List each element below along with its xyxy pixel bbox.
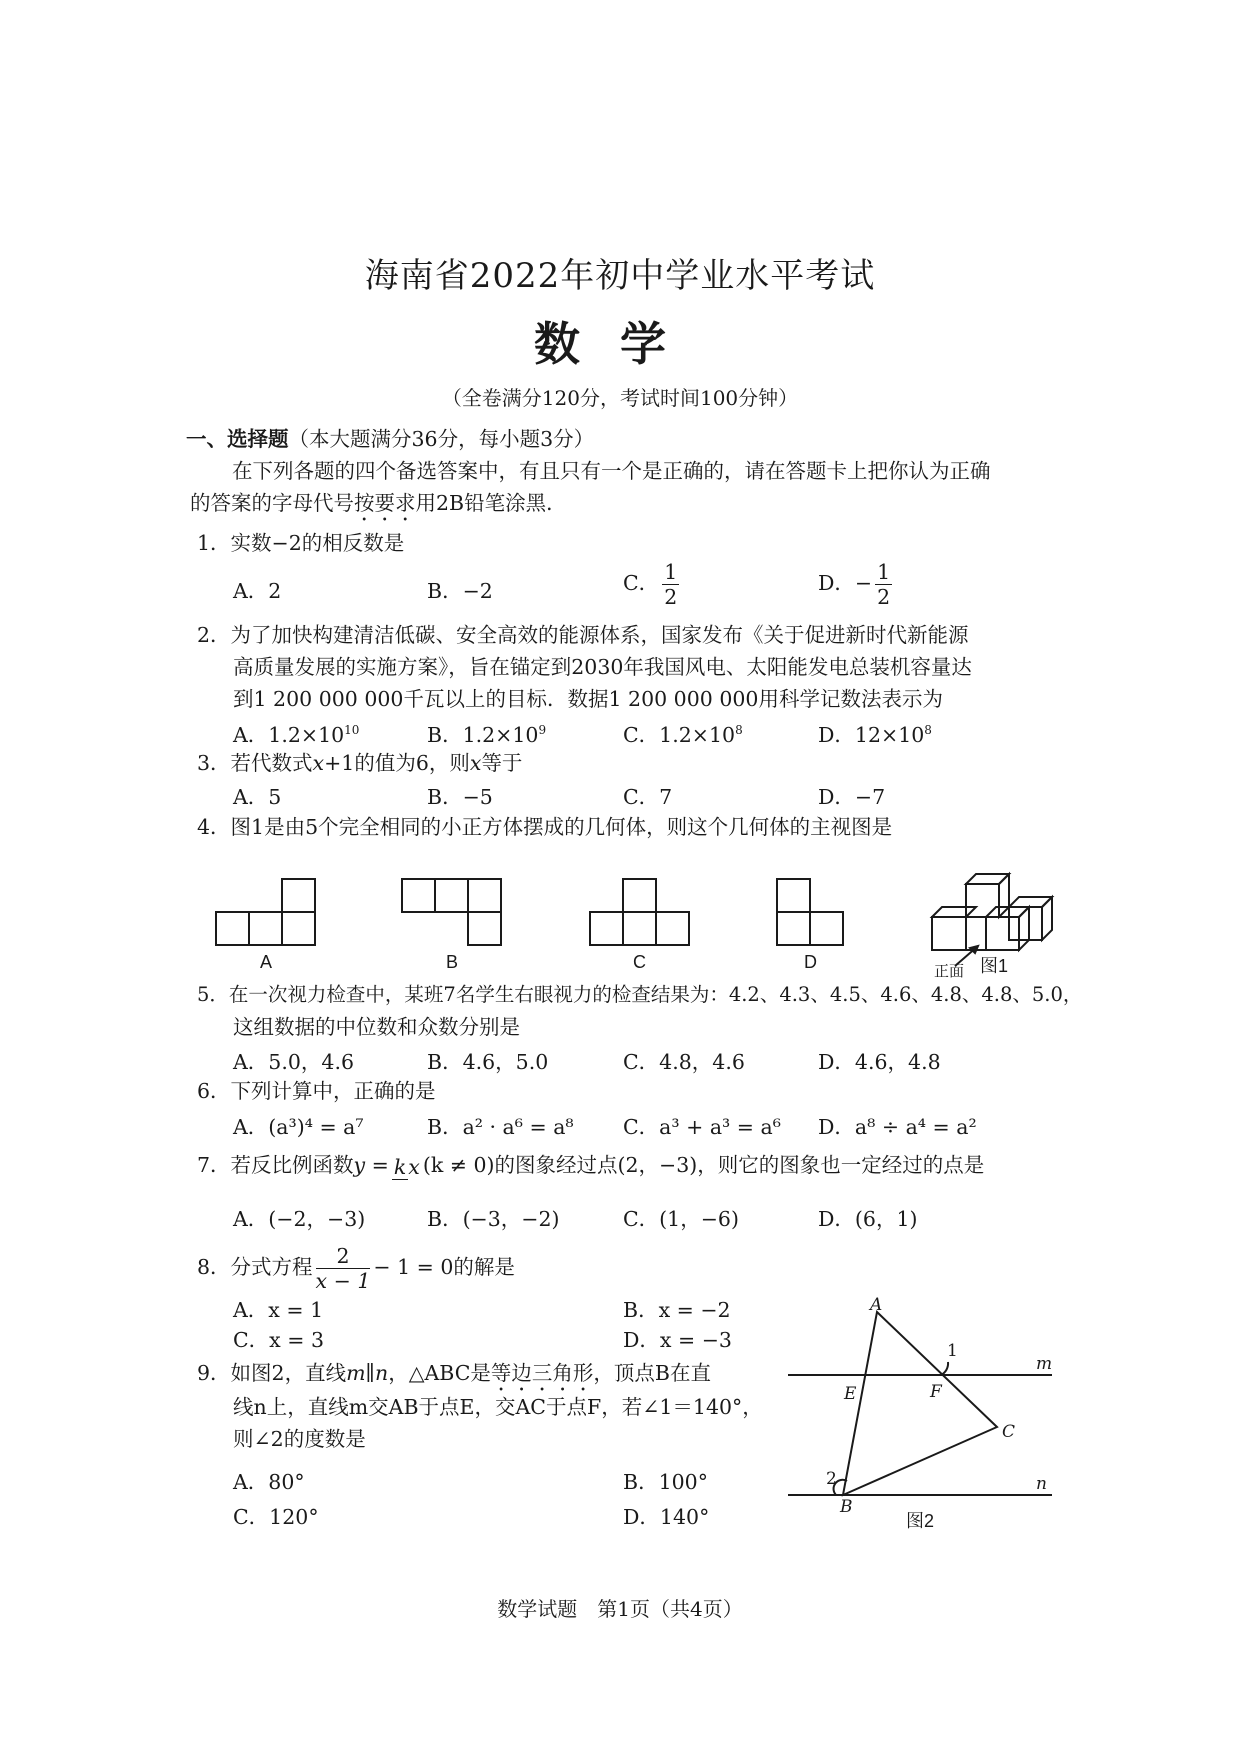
q3-stem-c: 等于 bbox=[481, 751, 523, 775]
q1-d-den: 2 bbox=[877, 585, 891, 609]
q3-option-c: C．7 bbox=[623, 785, 673, 809]
q5-option-b: B．4.6，5.0 bbox=[427, 1050, 549, 1074]
q7-y-eq: y = bbox=[353, 1153, 389, 1177]
exam-title: 海南省2022年初中学业水平考试 bbox=[364, 256, 876, 296]
q4d-cube-2 bbox=[777, 912, 810, 945]
q1-option-c bbox=[623, 560, 682, 609]
subject-title: 数学 bbox=[534, 317, 706, 371]
q1-d-num: 1 bbox=[877, 560, 891, 584]
q9-text-a: 9．如图2，直线 bbox=[197, 1361, 347, 1385]
q1-c-den: 2 bbox=[664, 585, 678, 609]
q1-d-fraction bbox=[875, 560, 892, 609]
q8-den: x − 1 bbox=[315, 1269, 371, 1293]
q2-line-1: 2．为了加快构建清洁低碳、安全高效的能源体系，国家发布《关于促进新时代新能源 bbox=[197, 623, 969, 647]
q7-fraction bbox=[392, 1155, 420, 1179]
q8-option-a: A．x = 1 bbox=[233, 1298, 324, 1322]
q4-stem: 4．图1是由5个完全相同的小正方体摆成的几何体，则这个几何体的主视图是 bbox=[197, 815, 893, 839]
q7-option-a: A．(−2，−3) bbox=[233, 1207, 366, 1231]
q3-option-b: B．−5 bbox=[427, 785, 493, 809]
q1-option-c-prefix: C． bbox=[623, 571, 660, 595]
q7-stem-a: 7．若反比例函数 bbox=[197, 1153, 354, 1177]
q9-line-2: 线n上，直线m交AB于点E，交AC于点F，若∠1＝140°， bbox=[233, 1395, 763, 1419]
q8-stem-a: 8．分式方程 bbox=[197, 1255, 313, 1279]
q4a-cube-2 bbox=[249, 912, 282, 945]
q2-d-exp: 8 bbox=[924, 723, 932, 738]
q2-option-d bbox=[818, 718, 932, 748]
q4a-cube-3 bbox=[282, 912, 315, 945]
q8-option-c: C．x = 3 bbox=[233, 1328, 324, 1352]
q4-label-c: C bbox=[633, 952, 646, 972]
figure-2 bbox=[780, 1296, 1080, 1536]
q6-option-a: A．(a³)⁴ = a⁷ bbox=[233, 1115, 364, 1139]
q4-front-views bbox=[0, 870, 1240, 990]
q1-option-d-prefix: D．− bbox=[818, 571, 873, 595]
triangle-abc bbox=[843, 1312, 997, 1495]
q4-label-a: A bbox=[260, 952, 273, 972]
q4c-cube-1 bbox=[590, 912, 623, 945]
q1-c-fraction bbox=[662, 560, 679, 609]
q7-stem-b: 的图象经过点(2，−3)，则它的图象也一定经过的点是 bbox=[494, 1153, 985, 1177]
q5-option-a: A．5.0，4.6 bbox=[233, 1050, 355, 1074]
q2-option-a bbox=[233, 718, 359, 748]
instruction-text-a: 的答案的字母代号 bbox=[190, 491, 354, 515]
q4c-cube-4 bbox=[623, 879, 656, 912]
angle-2-label: 2 bbox=[826, 1469, 837, 1489]
instruction-text-c: 用2B铅笔涂黑． bbox=[415, 491, 567, 515]
q5-line-1: 5．在一次视力检查中，某班7名学生右眼视力的检查结果为：4.2、4.3、4.5、4.6、4.8、4.8、5.0， bbox=[197, 983, 1083, 1006]
q6-stem: 6．下列计算中，正确的是 bbox=[197, 1079, 436, 1103]
q9-parallel: m∥n bbox=[346, 1361, 389, 1385]
instruction-emphasis: 按要求 bbox=[354, 491, 416, 515]
q2-line-2: 高质量发展的实施方案》，旨在锚定到2030年我国风电、太阳能发电总装机容量达 bbox=[233, 655, 972, 679]
q7-option-d: D．(6，1) bbox=[818, 1207, 918, 1231]
q2-c-exp: 8 bbox=[735, 723, 743, 738]
q1-option-a: A．2 bbox=[233, 579, 282, 603]
q9-option-a: A．80° bbox=[233, 1470, 305, 1494]
q9-text-e: ，顶点B在直 bbox=[593, 1361, 711, 1385]
q2-b-base: B．1.2×10 bbox=[427, 723, 539, 747]
instruction-line-1: 在下列各题的四个备选答案中，有且只有一个是正确的，请在答题卡上把你认为正确 bbox=[232, 459, 991, 483]
q1-c-num: 1 bbox=[664, 560, 678, 584]
q4b-cube-4 bbox=[468, 912, 501, 945]
q1-option-d bbox=[818, 560, 895, 609]
q9-text-c: ，△ABC是 bbox=[388, 1361, 491, 1385]
q2-option-b bbox=[427, 718, 546, 748]
q8-stem bbox=[197, 1244, 515, 1293]
q3-stem-b: +1的值为6，则 bbox=[324, 751, 470, 775]
q7-cond: (k ≠ 0) bbox=[422, 1153, 495, 1177]
q4b-cube-2 bbox=[435, 879, 468, 912]
point-f-label: F bbox=[930, 1382, 942, 1402]
q2-c-base: C．1.2×10 bbox=[623, 723, 736, 747]
q4b-cube-3 bbox=[468, 879, 501, 912]
q8-num: 2 bbox=[316, 1244, 371, 1269]
q8-option-b: B．x = −2 bbox=[623, 1298, 731, 1322]
q2-d-base: D．12×10 bbox=[818, 723, 925, 747]
section-heading bbox=[186, 424, 594, 454]
q2-option-c bbox=[623, 718, 743, 748]
q6-option-d: D．a⁸ ÷ a⁴ = a² bbox=[818, 1115, 977, 1139]
q2-a-exp: 10 bbox=[344, 723, 360, 738]
q9-option-d: D．140° bbox=[623, 1505, 710, 1529]
line-n-label: n bbox=[1036, 1474, 1047, 1494]
vertex-b-label: B bbox=[840, 1497, 853, 1517]
q7-option-c: C．(1，−6) bbox=[623, 1207, 739, 1231]
q3-option-a: A．5 bbox=[233, 785, 282, 809]
q6-option-c: C．a³ + a³ = a⁶ bbox=[623, 1115, 781, 1139]
q8-option-d: D．x = −3 bbox=[623, 1328, 732, 1352]
figure-1-label: 图1 bbox=[980, 956, 1009, 976]
q7-den: x bbox=[408, 1154, 420, 1179]
q4-label-b: B bbox=[446, 952, 459, 972]
q9-emphasis: 等边三角形 bbox=[490, 1361, 594, 1385]
q5-line-2: 这组数据的中位数和众数分别是 bbox=[233, 1015, 520, 1039]
q5-option-d: D．4.6，4.8 bbox=[818, 1050, 941, 1074]
q4c-cube-2 bbox=[623, 912, 656, 945]
angle-1-label: 1 bbox=[947, 1341, 958, 1361]
q2-line-3: 到1 200 000 000千瓦以上的目标．数据1 200 000 000用科学记数法表示为 bbox=[233, 687, 943, 711]
q3-stem bbox=[197, 748, 522, 778]
section-heading-note: （本大题满分36分，每小题3分） bbox=[288, 427, 595, 451]
q4d-cube-1 bbox=[777, 879, 810, 912]
q4-label-d: D bbox=[804, 952, 817, 972]
vertex-a-label: A bbox=[870, 1296, 883, 1315]
q4a-cube-4 bbox=[282, 879, 315, 912]
figure-2-label: 图2 bbox=[906, 1511, 935, 1531]
q3-option-d: D．−7 bbox=[818, 785, 886, 809]
q8-stem-b: − 1 = 0的解是 bbox=[373, 1255, 515, 1279]
figure-1-solid bbox=[932, 874, 1052, 950]
q7-num: k bbox=[393, 1154, 407, 1179]
exam-note: （全卷满分120分，考试时间100分钟） bbox=[441, 386, 799, 410]
q1-stem: 1．实数−2的相反数是 bbox=[197, 531, 405, 555]
q2-b-exp: 9 bbox=[538, 723, 547, 738]
q9-line-1 bbox=[197, 1358, 711, 1396]
instruction-line-2 bbox=[190, 488, 567, 526]
q3-var-x: x bbox=[312, 751, 325, 775]
q9-line-3: 则∠2的度数是 bbox=[233, 1427, 366, 1451]
q4c-cube-3 bbox=[656, 912, 689, 945]
q7-option-b: B．(−3，−2) bbox=[427, 1207, 560, 1231]
q2-a-base: A．1.2×10 bbox=[233, 723, 345, 747]
section-heading-title: 一、选择题 bbox=[186, 427, 289, 451]
q3-stem-a: 3．若代数式 bbox=[197, 751, 313, 775]
q4a-cube-1 bbox=[216, 912, 249, 945]
front-label: 正面 bbox=[934, 962, 965, 980]
page-footer: 数学试题 第1页（共4页） bbox=[497, 1597, 743, 1621]
q8-fraction bbox=[316, 1244, 371, 1293]
q9-option-b: B．100° bbox=[623, 1470, 708, 1494]
q6-option-b: B．a² · a⁶ = a⁸ bbox=[427, 1115, 574, 1139]
q3-var-x2: x bbox=[469, 751, 482, 775]
vertex-c-label: C bbox=[1002, 1422, 1016, 1442]
q4b-cube-1 bbox=[402, 879, 435, 912]
q4d-cube-3 bbox=[810, 912, 843, 945]
q1-option-b: B．−2 bbox=[427, 579, 493, 603]
point-e-label: E bbox=[844, 1384, 857, 1404]
q9-option-c: C．120° bbox=[233, 1505, 319, 1529]
line-m-label: m bbox=[1036, 1354, 1053, 1374]
q7-stem bbox=[197, 1150, 984, 1180]
q5-option-c: C．4.8，4.6 bbox=[623, 1050, 745, 1074]
